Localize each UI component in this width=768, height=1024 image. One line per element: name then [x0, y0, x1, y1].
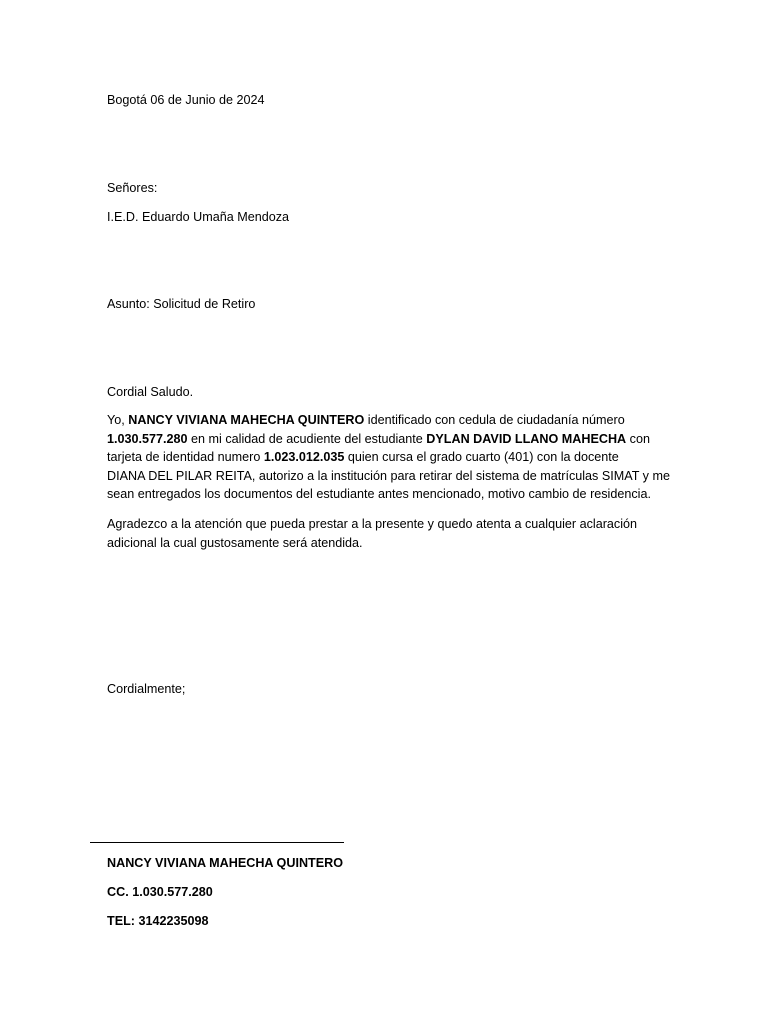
body-row-5: sean entregados los documentos del estudiante antes mencionado, motivo cambio de residencia. — [107, 487, 651, 501]
body-row-4: DIANA DEL PILAR REITA, autorizo a la institución para retirar del sistema de matrículas SIMAT y me — [107, 468, 670, 483]
signature-phone: TEL: 3142235098 — [107, 914, 209, 928]
recipient: I.E.D. Eduardo Umaña Mendoza — [107, 210, 290, 224]
body-row-2 — [107, 430, 667, 449]
thanks-row-1: Agradezco a la atención que pueda prestar a la presente y quedo atenta a cualquier aclaración — [107, 517, 638, 531]
body-text: quien cursa el grado cuarto (401) con la docente — [344, 450, 619, 464]
body-text: tarjeta de identidad numero — [107, 450, 264, 464]
signature-line — [90, 842, 344, 843]
letter-date: Bogotá 06 de Junio de 2024 — [107, 93, 265, 107]
guardian-name: NANCY VIVIANA MAHECHA QUINTERO — [128, 413, 365, 427]
student-name: DYLAN DAVID LLANO MAHECHA — [426, 431, 627, 446]
body-paragraph — [107, 411, 670, 504]
body-text: Yo, — [107, 413, 129, 427]
body-text: en mi calidad de acudiente del estudiante — [187, 431, 427, 446]
body-text: con — [626, 431, 650, 446]
student-id-number: 1.023.012.035 — [263, 450, 345, 464]
body-row-1 — [107, 411, 667, 430]
signature-id: CC. 1.030.577.280 — [107, 885, 213, 899]
thanks-paragraph — [107, 515, 667, 552]
subject-line: Asunto: Solicitud de Retiro — [107, 297, 256, 311]
greeting: Cordial Saludo. — [107, 385, 194, 399]
salutation-to: Señores: — [107, 181, 158, 195]
thanks-row-2: adicional la cual gustosamente será atendida. — [107, 535, 363, 550]
signature-name: NANCY VIVIANA MAHECHA QUINTERO — [107, 856, 344, 870]
body-text: identificado con cedula de ciudadanía número — [364, 413, 625, 427]
closing: Cordialmente; — [107, 682, 186, 696]
guardian-id-number: 1.030.577.280 — [107, 431, 188, 446]
body-row-3 — [107, 448, 667, 467]
